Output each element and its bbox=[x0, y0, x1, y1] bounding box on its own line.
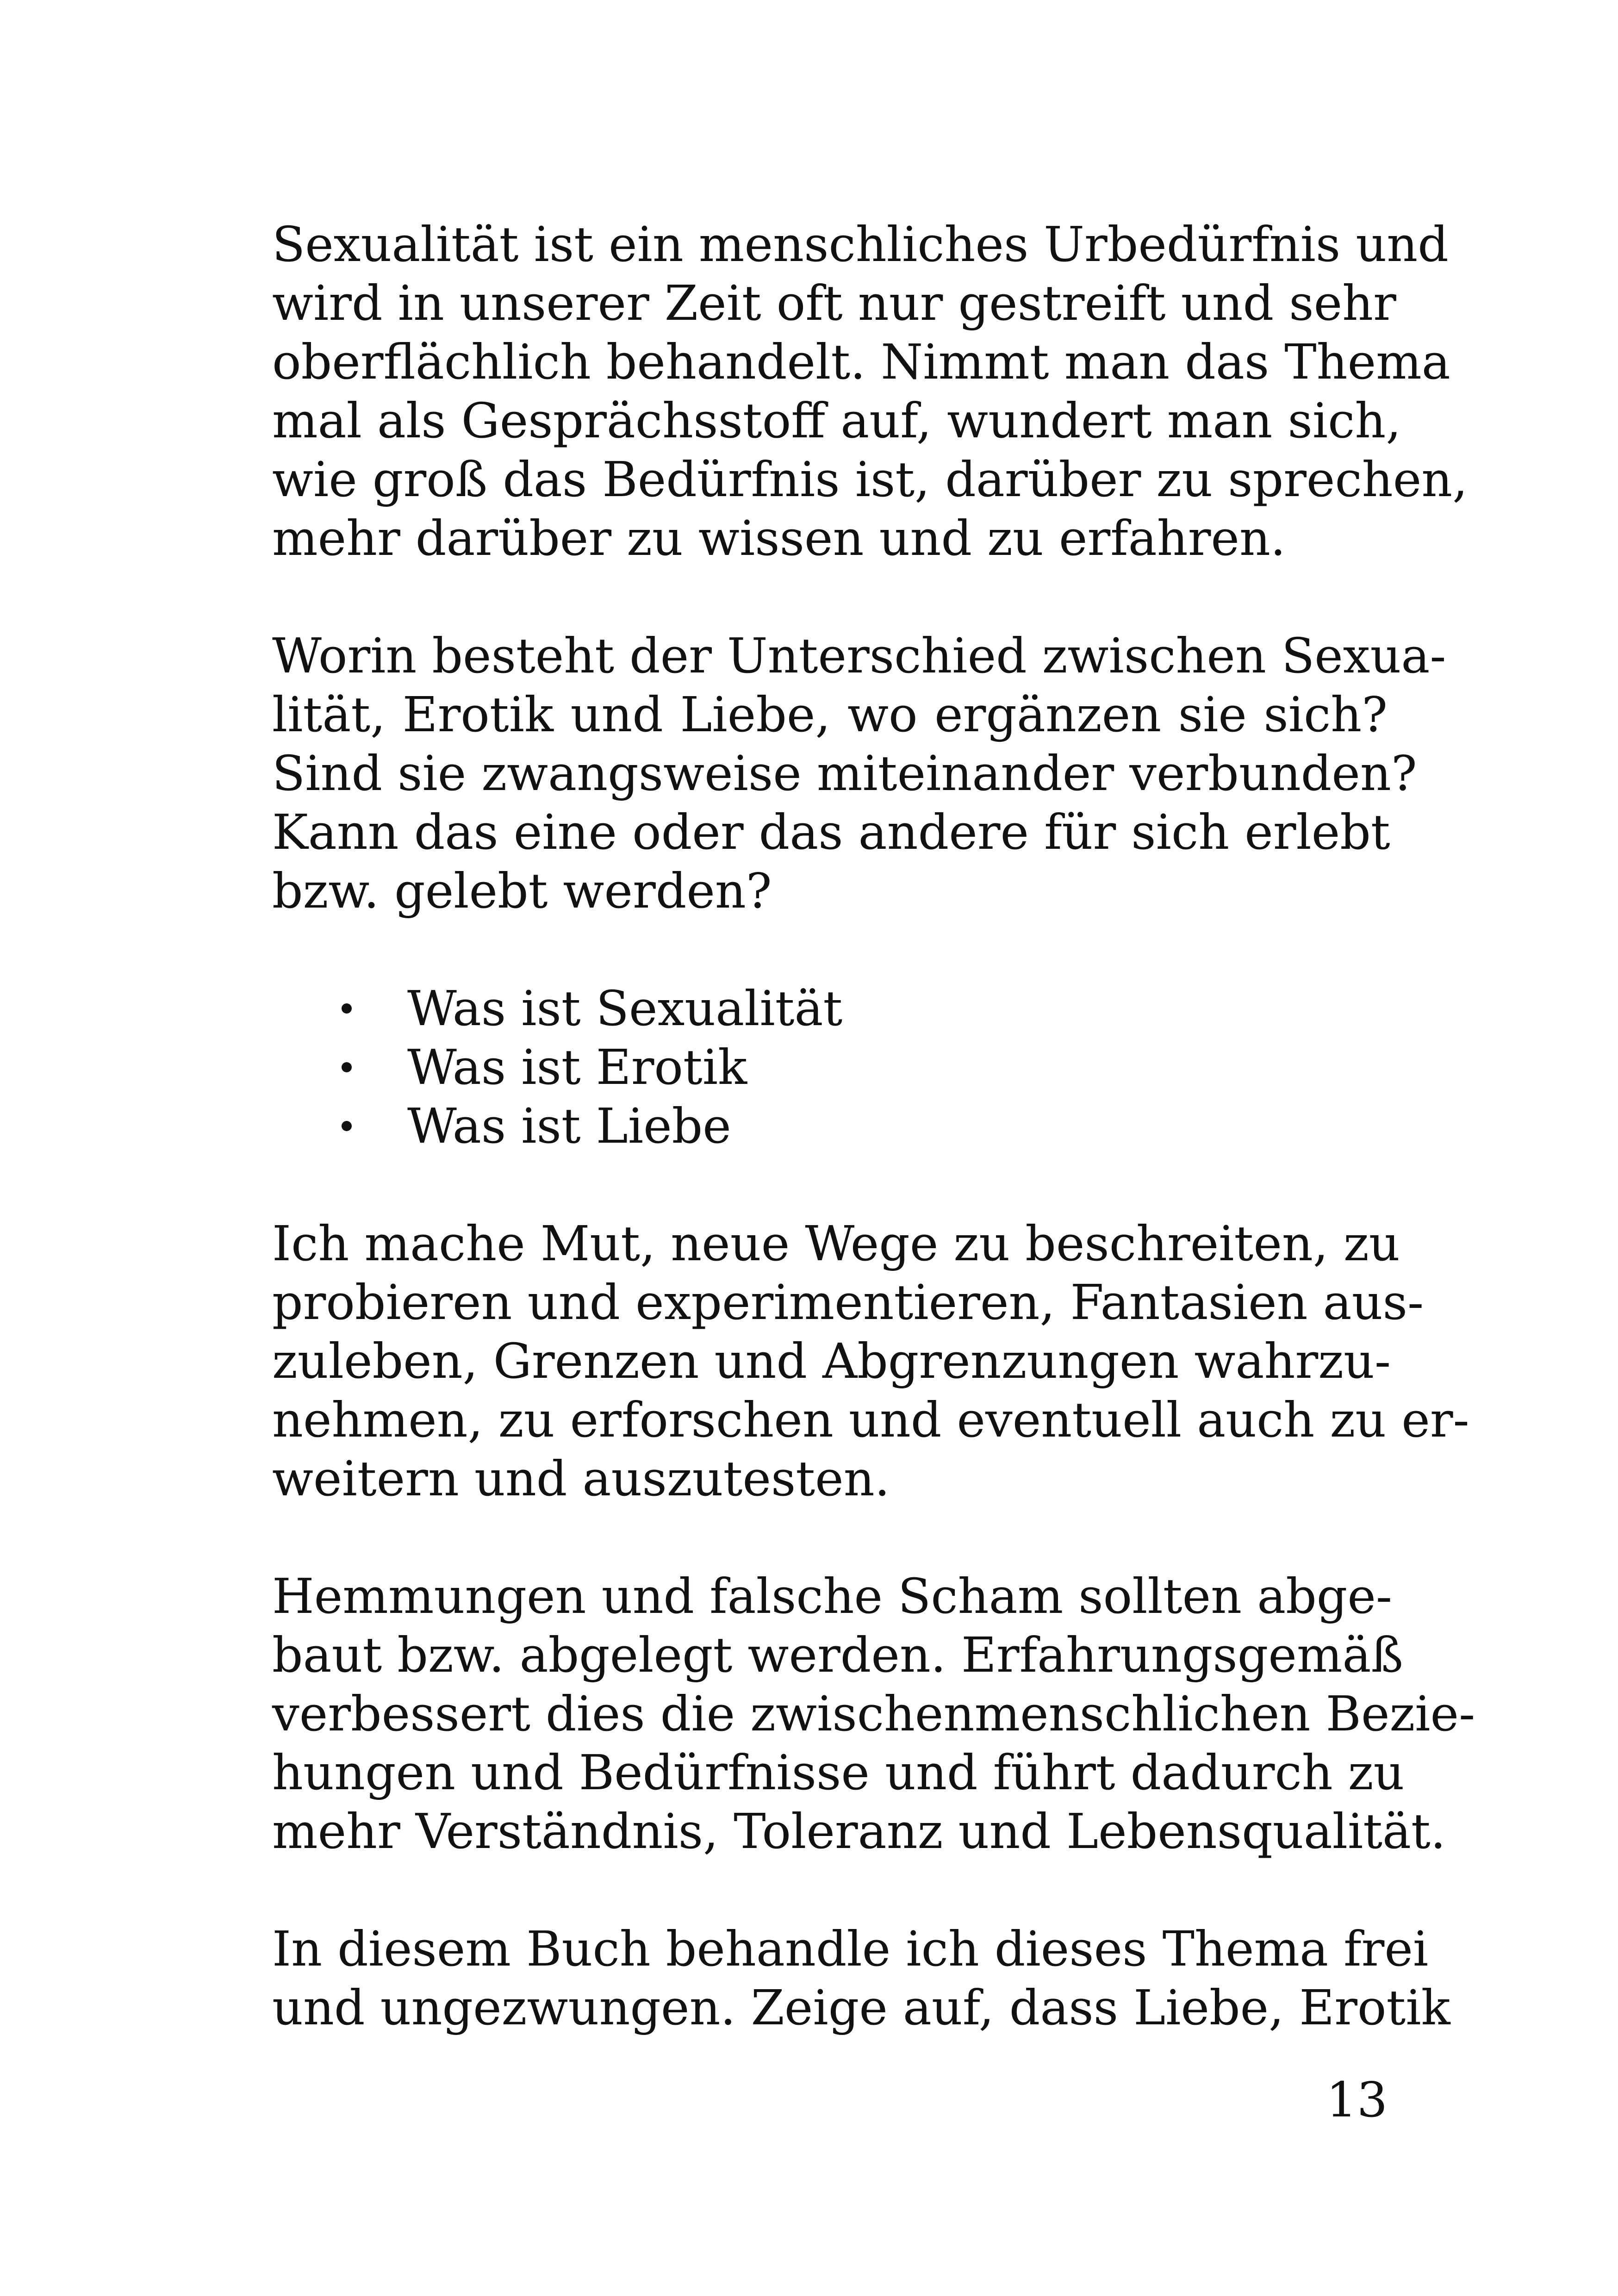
text-line: Ich mache Mut, neue Wege zu beschreiten, zu bbox=[272, 1215, 1400, 1272]
bullet-icon bbox=[342, 1121, 352, 1131]
text-line: Sexualität ist ein menschliches Urbedürfnis und bbox=[272, 216, 1449, 273]
bullet-icon bbox=[342, 1062, 352, 1072]
paragraph-intro bbox=[272, 215, 1468, 568]
paragraph-gap bbox=[272, 568, 1388, 627]
text-line: Hemmungen und falsche Scham sollten abge- bbox=[272, 1568, 1393, 1624]
paragraph-gap bbox=[272, 1861, 1388, 1920]
text-line: zuleben, Grenzen und Abgrenzungen wahrzu- bbox=[272, 1333, 1391, 1389]
list-item bbox=[272, 1097, 1388, 1156]
list-item-label: Was ist Liebe bbox=[407, 1098, 731, 1154]
text-line: mal als Gesprächsstoff auf, wundert man sich, bbox=[272, 392, 1401, 449]
text-line: Worin besteht der Unterschied zwischen Sexua- bbox=[272, 628, 1446, 684]
list-item bbox=[272, 979, 1388, 1038]
text-line: Kann das eine oder das andere für sich erlebt bbox=[272, 804, 1390, 860]
text-line: baut bzw. abgelegt werden. Erfahrungsgemäß bbox=[272, 1627, 1403, 1683]
text-line: Sind sie zwangsweise miteinander verbunden? bbox=[272, 745, 1417, 802]
text-line: wie groß das Bedürfnis ist, darüber zu sprechen, bbox=[272, 451, 1468, 508]
text-line: weitern und auszutesten. bbox=[272, 1450, 890, 1507]
bullet-icon bbox=[342, 1003, 352, 1014]
list-item-label: Was ist Sexualität bbox=[407, 980, 843, 1037]
paragraph-inhibitions bbox=[272, 1567, 1475, 1861]
text-line: mehr darüber zu wissen und zu erfahren. bbox=[272, 510, 1286, 566]
page-number: 13 bbox=[1326, 2072, 1388, 2128]
text-line: bzw. gelebt werden? bbox=[272, 863, 772, 919]
text-line: wird in unserer Zeit oft nur gestreift und sehr bbox=[272, 275, 1396, 331]
paragraph-encouragement bbox=[272, 1214, 1469, 1508]
list-item bbox=[272, 1038, 1388, 1097]
text-line: In diesem Buch behandle ich dieses Thema frei bbox=[272, 1921, 1429, 1977]
text-line: probieren und experimentieren, Fantasien aus- bbox=[272, 1274, 1424, 1331]
text-line: oberflächlich behandelt. Nimmt man das Thema bbox=[272, 334, 1450, 390]
text-line: mehr Verständnis, Toleranz und Lebensqualität. bbox=[272, 1803, 1446, 1860]
bullet-list bbox=[272, 979, 1388, 1156]
body-text bbox=[272, 215, 1475, 2037]
paragraph-gap bbox=[272, 921, 1388, 979]
paragraph-gap bbox=[272, 1508, 1388, 1567]
text-line: und ungezwungen. Zeige auf, dass Liebe, Erotik bbox=[272, 1979, 1450, 2036]
text-line: nehmen, zu erforschen und eventuell auch zu er- bbox=[272, 1392, 1469, 1448]
paragraph-questions bbox=[272, 627, 1446, 921]
paragraph-book bbox=[272, 1920, 1450, 2037]
list-item-label: Was ist Erotik bbox=[407, 1039, 747, 1095]
text-line: hungen und Bedürfnisse und führt dadurch zu bbox=[272, 1744, 1405, 1801]
text-line: verbessert dies die zwischenmenschlichen Bezie- bbox=[272, 1686, 1475, 1742]
paragraph-gap bbox=[272, 1156, 1388, 1214]
text-line: lität, Erotik und Liebe, wo ergänzen sie sich? bbox=[272, 686, 1388, 743]
